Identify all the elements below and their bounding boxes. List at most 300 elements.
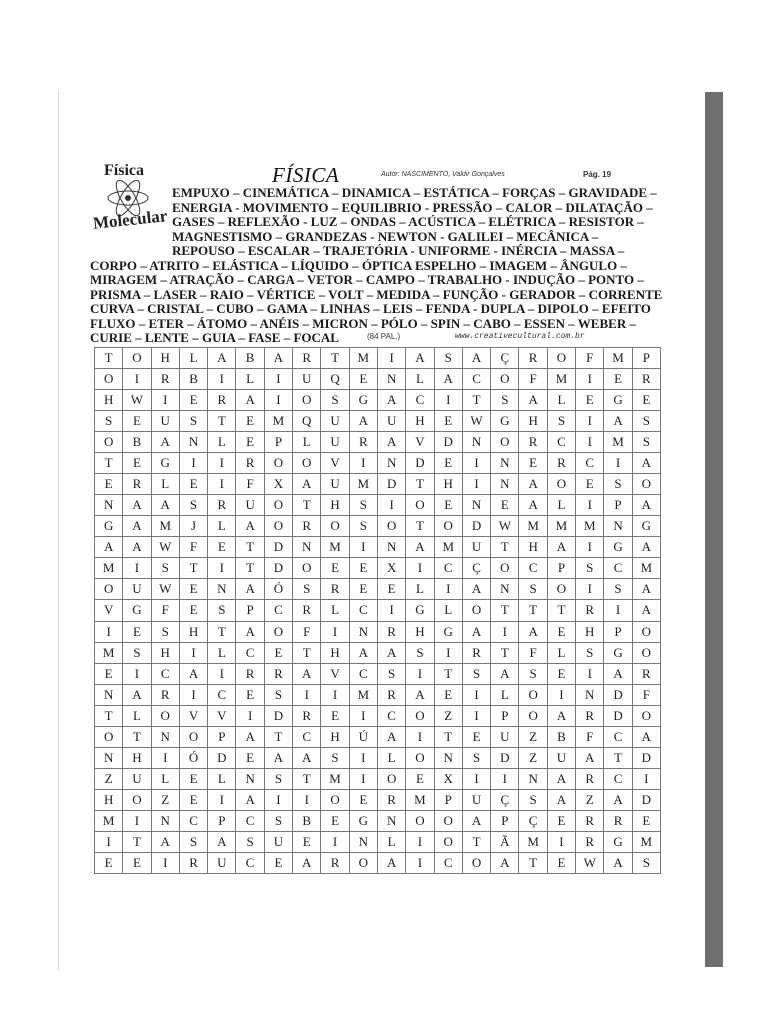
grid-cell: E	[236, 432, 264, 453]
grid-cell: E	[378, 579, 406, 600]
grid-cell: I	[180, 643, 208, 664]
word-list-line: CURVA – CRISTAL – CUBO – GAMA – LINHAS – LEIS – FENDA - DUPLA – DIPOLO – EFEITO	[90, 301, 651, 316]
grid-cell: L	[208, 516, 236, 537]
grid-cell: R	[152, 685, 180, 706]
grid-cell: T	[406, 516, 434, 537]
grid-cell: S	[95, 411, 123, 432]
grid-cell: I	[293, 790, 321, 811]
grid-cell: D	[633, 790, 661, 811]
grid-cell: Ç	[491, 790, 519, 811]
grid-cell: Z	[519, 748, 547, 769]
grid-cell: W	[576, 853, 604, 874]
grid-cell: A	[548, 537, 576, 558]
word-search-grid	[94, 347, 661, 874]
grid-cell: V	[321, 664, 349, 685]
grid-cell: F	[152, 600, 180, 621]
grid-cell: M	[548, 516, 576, 537]
grid-cell: A	[123, 516, 151, 537]
grid-cell: Ã	[491, 832, 519, 853]
grid-cell: A	[491, 664, 519, 685]
grid-cell: H	[519, 537, 547, 558]
grid-cell: S	[180, 832, 208, 853]
grid-cell: O	[95, 432, 123, 453]
grid-cell: N	[152, 811, 180, 832]
grid-cell: R	[293, 706, 321, 727]
grid-cell: P	[548, 558, 576, 579]
grid-cell: C	[236, 643, 264, 664]
grid-cell: R	[378, 685, 406, 706]
grid-cell: P	[491, 811, 519, 832]
grid-cell: G	[435, 622, 463, 643]
grid-cell: O	[321, 516, 349, 537]
grid-cell: I	[491, 769, 519, 790]
grid-cell: N	[350, 622, 378, 643]
grid-cell: E	[180, 390, 208, 411]
grid-cell: R	[378, 790, 406, 811]
grid-cell: N	[435, 748, 463, 769]
grid-cell: I	[321, 832, 349, 853]
grid-cell: N	[491, 579, 519, 600]
grid-cell: E	[123, 622, 151, 643]
grid-cell: I	[236, 706, 264, 727]
grid-cell: C	[208, 685, 236, 706]
grid-cell: T	[491, 537, 519, 558]
grid-cell: B	[548, 727, 576, 748]
grid-cell: Z	[519, 727, 547, 748]
grid-cell: C	[236, 853, 264, 874]
grid-cell: E	[236, 685, 264, 706]
grid-cell: C	[293, 727, 321, 748]
grid-cell: A	[236, 516, 264, 537]
grid-cell: M	[604, 348, 632, 369]
grid-cell: V	[208, 706, 236, 727]
grid-cell: R	[633, 369, 661, 390]
grid-cell: E	[548, 622, 576, 643]
grid-cell: A	[463, 348, 491, 369]
grid-cell: R	[293, 516, 321, 537]
grid-cell: I	[406, 853, 434, 874]
grid-cell: A	[152, 432, 180, 453]
grid-cell: A	[236, 390, 264, 411]
grid-cell: Ú	[350, 727, 378, 748]
word-list-line: EMPUXO – CINEMÁTICA – DINAMICA – ESTÁTICA – FORÇAS – GRAVIDADE –	[172, 185, 657, 200]
grid-cell: E	[321, 811, 349, 832]
grid-cell: T	[519, 853, 547, 874]
grid-cell: N	[378, 369, 406, 390]
grid-cell: A	[378, 390, 406, 411]
grid-cell: I	[576, 411, 604, 432]
grid-cell: A	[463, 622, 491, 643]
grid-cell: S	[321, 748, 349, 769]
grid-cell: R	[180, 853, 208, 874]
grid-cell: E	[95, 474, 123, 495]
grid-cell: H	[406, 411, 434, 432]
grid-cell: G	[95, 516, 123, 537]
grid-cell: A	[378, 432, 406, 453]
grid-cell: Ó	[180, 748, 208, 769]
grid-cell: N	[491, 474, 519, 495]
grid-cell: A	[463, 579, 491, 600]
grid-cell: B	[123, 432, 151, 453]
grid-cell: L	[293, 432, 321, 453]
grid-cell: S	[633, 432, 661, 453]
grid-cell: R	[293, 348, 321, 369]
grid-cell: T	[95, 706, 123, 727]
grid-cell: O	[406, 706, 434, 727]
word-list-line: CURIE – LENTE – GUIA – FASE – FOCAL	[90, 330, 339, 345]
grid-cell: O	[350, 853, 378, 874]
grid-cell: U	[463, 537, 491, 558]
grid-cell: S	[152, 558, 180, 579]
grid-cell: D	[604, 685, 632, 706]
grid-cell: R	[350, 432, 378, 453]
grid-cell: O	[491, 369, 519, 390]
grid-cell: N	[208, 579, 236, 600]
grid-cell: S	[236, 832, 264, 853]
grid-cell: E	[406, 769, 434, 790]
grid-cell: A	[95, 537, 123, 558]
grid-cell: Q	[321, 369, 349, 390]
grid-cell: M	[95, 558, 123, 579]
grid-cell: I	[633, 769, 661, 790]
grid-cell: T	[406, 474, 434, 495]
logo-top-text: Física	[104, 162, 144, 179]
grid-cell: I	[180, 685, 208, 706]
grid-cell: E	[350, 369, 378, 390]
grid-cell: E	[633, 811, 661, 832]
grid-cell: N	[378, 537, 406, 558]
grid-cell: I	[378, 348, 406, 369]
grid-cell: O	[435, 516, 463, 537]
grid-cell: L	[548, 390, 576, 411]
grid-cell: A	[378, 853, 406, 874]
grid-cell: A	[519, 390, 547, 411]
grid-cell: O	[265, 622, 293, 643]
grid-cell: A	[604, 790, 632, 811]
grid-cell: S	[576, 643, 604, 664]
grid-cell: H	[321, 643, 349, 664]
grid-cell: D	[435, 432, 463, 453]
grid-cell: N	[293, 537, 321, 558]
grid-cell: E	[265, 853, 293, 874]
grid-cell: G	[406, 600, 434, 621]
grid-cell: H	[95, 390, 123, 411]
grid-cell: I	[123, 369, 151, 390]
grid-cell: S	[123, 643, 151, 664]
fisica-molecular-logo	[92, 162, 169, 244]
grid-cell: A	[406, 685, 434, 706]
grid-cell: I	[123, 664, 151, 685]
grid-cell: E	[293, 832, 321, 853]
grid-cell: S	[265, 685, 293, 706]
grid-cell: E	[350, 579, 378, 600]
grid-cell: D	[463, 516, 491, 537]
grid-cell: V	[180, 706, 208, 727]
grid-cell: E	[180, 600, 208, 621]
grid-cell: U	[265, 832, 293, 853]
grid-cell: I	[576, 432, 604, 453]
grid-cell: E	[180, 579, 208, 600]
grid-cell: R	[633, 664, 661, 685]
grid-cell: W	[152, 579, 180, 600]
grid-cell: R	[576, 832, 604, 853]
grid-cell: I	[576, 664, 604, 685]
grid-cell: T	[95, 348, 123, 369]
grid-cell: D	[633, 748, 661, 769]
grid-cell: A	[519, 474, 547, 495]
grid-cell: I	[350, 537, 378, 558]
grid-cell: O	[463, 600, 491, 621]
grid-cell: R	[576, 769, 604, 790]
grid-cell: P	[208, 811, 236, 832]
grid-cell: Ç	[519, 811, 547, 832]
grid-cell: F	[576, 348, 604, 369]
grid-cell: Z	[152, 790, 180, 811]
grid-cell: I	[95, 832, 123, 853]
grid-cell: O	[548, 474, 576, 495]
grid-cell: I	[350, 748, 378, 769]
grid-cell: F	[519, 643, 547, 664]
grid-cell: M	[95, 811, 123, 832]
grid-cell: T	[463, 390, 491, 411]
grid-cell: T	[604, 748, 632, 769]
word-list-line: MIRAGEM – ATRAÇÃO – CARGA – VETOR – CAMPO – TRABALHO - INDUÇÃO – PONTO –	[90, 272, 644, 287]
grid-cell: H	[152, 348, 180, 369]
grid-cell: T	[463, 832, 491, 853]
grid-cell: I	[208, 369, 236, 390]
grid-cell: O	[519, 685, 547, 706]
grid-cell: L	[152, 474, 180, 495]
grid-cell: C	[350, 664, 378, 685]
grid-cell: P	[265, 432, 293, 453]
grid-cell: R	[576, 706, 604, 727]
grid-cell: L	[321, 600, 349, 621]
grid-cell: G	[604, 537, 632, 558]
grid-cell: A	[633, 495, 661, 516]
grid-cell: E	[548, 853, 576, 874]
grid-cell: L	[548, 495, 576, 516]
grid-cell: P	[633, 348, 661, 369]
grid-cell: E	[180, 474, 208, 495]
grid-cell: H	[152, 643, 180, 664]
grid-cell: A	[633, 579, 661, 600]
grid-cell: U	[123, 579, 151, 600]
grid-cell: M	[604, 432, 632, 453]
grid-cell: I	[576, 369, 604, 390]
grid-cell: P	[491, 706, 519, 727]
grid-cell: O	[548, 348, 576, 369]
grid-cell: V	[95, 600, 123, 621]
grid-cell: L	[152, 769, 180, 790]
grid-cell: E	[491, 495, 519, 516]
grid-cell: O	[321, 790, 349, 811]
grid-cell: T	[435, 727, 463, 748]
grid-cell: H	[123, 748, 151, 769]
grid-cell: O	[293, 558, 321, 579]
grid-cell: O	[123, 790, 151, 811]
grid-cell: S	[519, 664, 547, 685]
grid-cell: S	[604, 579, 632, 600]
grid-cell: O	[491, 558, 519, 579]
grid-cell: T	[236, 537, 264, 558]
grid-cell: I	[152, 853, 180, 874]
grid-cell: I	[378, 600, 406, 621]
grid-cell: I	[265, 390, 293, 411]
grid-cell: A	[633, 600, 661, 621]
grid-cell: E	[265, 643, 293, 664]
grid-cell: E	[435, 685, 463, 706]
grid-cell: O	[435, 811, 463, 832]
grid-cell: C	[604, 558, 632, 579]
grid-cell: C	[236, 811, 264, 832]
grid-cell: U	[321, 432, 349, 453]
grid-cell: V	[406, 432, 434, 453]
grid-cell: M	[350, 474, 378, 495]
grid-cell: D	[406, 453, 434, 474]
grid-cell: M	[633, 558, 661, 579]
grid-cell: T	[548, 600, 576, 621]
grid-cell: I	[463, 685, 491, 706]
grid-cell: J	[180, 516, 208, 537]
grid-cell: L	[406, 369, 434, 390]
grid-cell: C	[463, 369, 491, 390]
grid-cell: I	[208, 664, 236, 685]
grid-cell: S	[435, 348, 463, 369]
grid-cell: F	[180, 537, 208, 558]
grid-cell: X	[378, 558, 406, 579]
grid-cell: A	[293, 853, 321, 874]
grid-cell: F	[633, 685, 661, 706]
grid-cell: G	[604, 390, 632, 411]
grid-cell: M	[519, 832, 547, 853]
grid-cell: M	[321, 769, 349, 790]
grid-cell: N	[463, 432, 491, 453]
grid-cell: H	[406, 622, 434, 643]
grid-cell: R	[236, 664, 264, 685]
grid-cell: O	[633, 643, 661, 664]
grid-cell: I	[123, 811, 151, 832]
grid-cell: I	[95, 622, 123, 643]
grid-cell: I	[406, 727, 434, 748]
grid-cell: E	[236, 748, 264, 769]
grid-cell: U	[152, 411, 180, 432]
grid-cell: T	[293, 769, 321, 790]
grid-cell: E	[633, 390, 661, 411]
grid-cell: R	[576, 811, 604, 832]
grid-cell: M	[152, 516, 180, 537]
grid-cell: C	[435, 853, 463, 874]
grid-cell: I	[463, 453, 491, 474]
grid-cell: I	[576, 579, 604, 600]
grid-cell: A	[265, 748, 293, 769]
grid-cell: U	[463, 790, 491, 811]
grid-cell: M	[350, 348, 378, 369]
grid-cell: I	[350, 769, 378, 790]
grid-cell: E	[435, 453, 463, 474]
grid-cell: T	[293, 495, 321, 516]
grid-cell: R	[236, 453, 264, 474]
page-title: FÍSICA	[272, 163, 340, 187]
grid-cell: I	[321, 622, 349, 643]
grid-cell: N	[463, 495, 491, 516]
grid-cell: C	[548, 432, 576, 453]
grid-cell: A	[293, 748, 321, 769]
grid-cell: V	[321, 453, 349, 474]
grid-cell: N	[378, 453, 406, 474]
grid-cell: E	[576, 474, 604, 495]
grid-cell: I	[265, 790, 293, 811]
grid-cell: Q	[293, 411, 321, 432]
grid-cell: G	[604, 832, 632, 853]
grid-cell: I	[180, 453, 208, 474]
grid-cell: Z	[435, 706, 463, 727]
grid-cell: I	[604, 453, 632, 474]
grid-cell: E	[95, 664, 123, 685]
grid-cell: X	[265, 474, 293, 495]
grid-cell: A	[519, 622, 547, 643]
grid-cell: I	[321, 685, 349, 706]
grid-cell: S	[519, 790, 547, 811]
grid-cell: Ç	[463, 558, 491, 579]
grid-cell: A	[350, 643, 378, 664]
grid-cell: M	[95, 643, 123, 664]
grid-cell: C	[576, 453, 604, 474]
grid-cell: I	[435, 643, 463, 664]
word-list-line: CORPO – ATRITO – ELÁSTICA – LÍQUIDO – ÓPTICA ESPELHO – IMAGEM – ÂNGULO –	[90, 258, 627, 273]
grid-cell: R	[463, 643, 491, 664]
grid-cell: L	[208, 769, 236, 790]
grid-cell: S	[180, 495, 208, 516]
grid-cell: U	[123, 769, 151, 790]
grid-cell: A	[265, 348, 293, 369]
grid-cell: W	[463, 411, 491, 432]
grid-cell: I	[463, 706, 491, 727]
grid-cell: M	[519, 516, 547, 537]
grid-cell: O	[435, 832, 463, 853]
grid-cell: N	[491, 453, 519, 474]
grid-cell: E	[180, 790, 208, 811]
logo-bottom-text: Molecular	[92, 206, 169, 233]
grid-cell: H	[576, 622, 604, 643]
grid-cell: N	[95, 748, 123, 769]
grid-cell: E	[95, 853, 123, 874]
grid-cell: O	[265, 453, 293, 474]
grid-cell: C	[406, 390, 434, 411]
grid-cell: I	[208, 474, 236, 495]
grid-cell: I	[123, 558, 151, 579]
grid-cell: H	[519, 411, 547, 432]
grid-cell: N	[95, 495, 123, 516]
grid-cell: T	[236, 558, 264, 579]
grid-cell: T	[321, 348, 349, 369]
grid-cell: O	[548, 579, 576, 600]
grid-cell: U	[321, 411, 349, 432]
grid-cell: G	[152, 453, 180, 474]
grid-cell: I	[435, 579, 463, 600]
author-line: Autor: NASCIMENTO, Valdir Gonçalves	[381, 171, 505, 178]
grid-cell: O	[406, 495, 434, 516]
grid-cell: F	[576, 727, 604, 748]
grid-cell: C	[604, 769, 632, 790]
grid-cell: R	[519, 348, 547, 369]
grid-cell: M	[321, 537, 349, 558]
grid-cell: C	[604, 727, 632, 748]
word-list-line: PRISMA – LASER – RAIO – VÉRTICE – VOLT – MEDIDA – FUNÇÃO - GERADOR – CORRENTE	[90, 287, 663, 302]
grid-cell: R	[293, 600, 321, 621]
grid-cell: G	[123, 600, 151, 621]
grid-cell: W	[152, 537, 180, 558]
grid-cell: A	[604, 664, 632, 685]
